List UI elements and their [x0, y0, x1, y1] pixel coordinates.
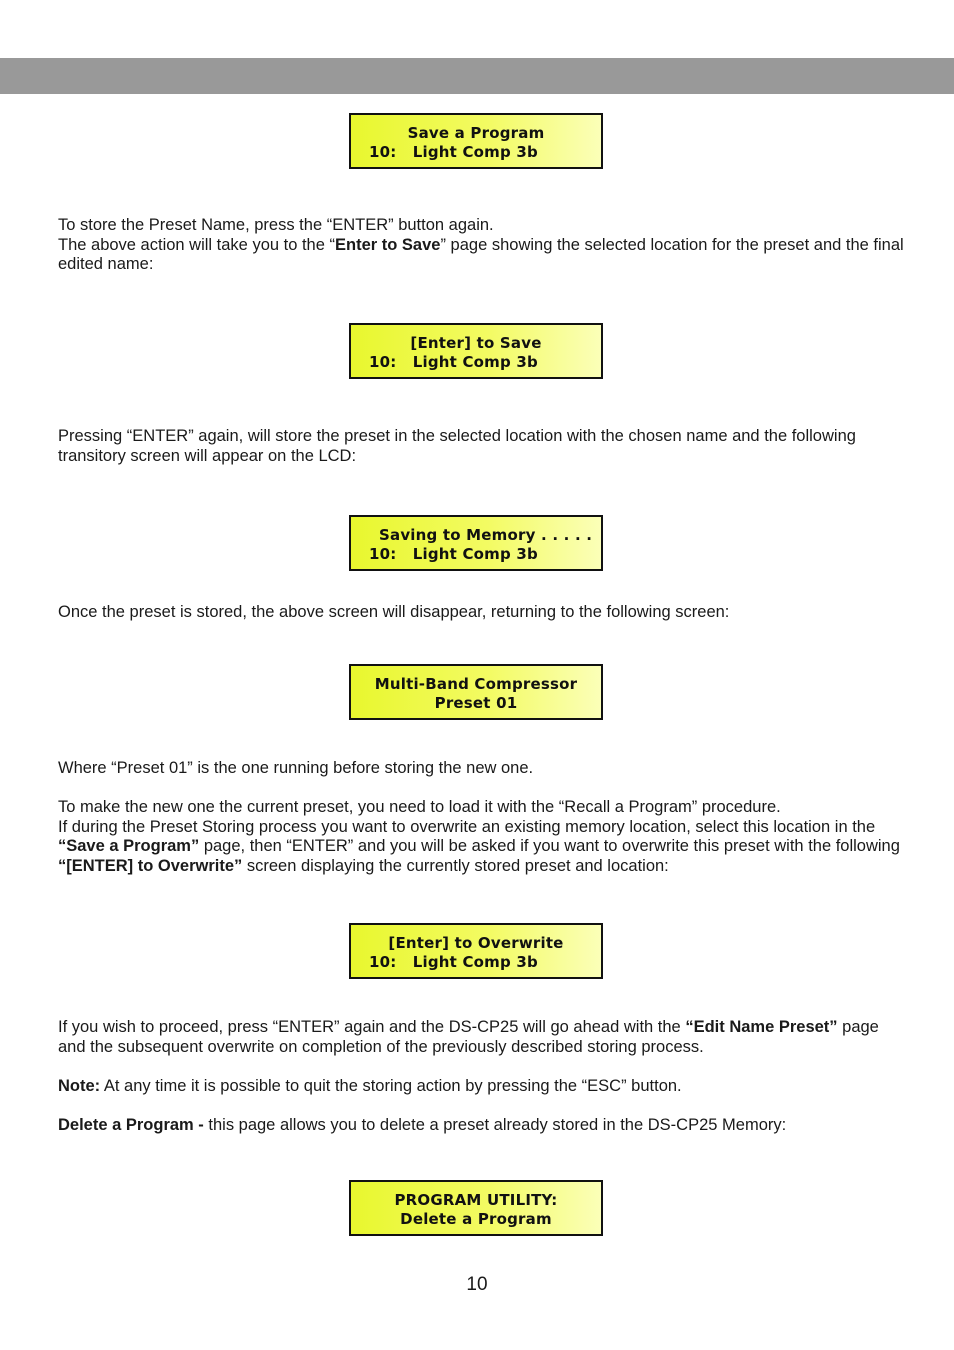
lcd-line-1: Multi-Band Compressor	[374, 675, 578, 693]
paragraph-where-preset-01: Where “Preset 01” is the one running before storing the new one.	[58, 759, 534, 777]
lcd-line-1: [Enter] to Save	[410, 334, 542, 352]
lcd-screen-program-utility	[349, 1180, 603, 1236]
bold-note: Note:	[58, 1077, 101, 1095]
bold-edit-name-preset: “Edit Name Preset”	[685, 1018, 838, 1036]
lcd-line-2: 10: Light Comp 3b	[369, 353, 538, 371]
bold-enter-to-overwrite: “[ENTER] to Overwrite”	[58, 856, 243, 875]
bold-delete-a-program: Delete a Program -	[58, 1116, 204, 1134]
lcd-screen-enter-to-overwrite	[349, 923, 603, 979]
lcd-screen-save-a-program	[349, 113, 603, 169]
lcd-screen-saving-to-memory	[349, 515, 603, 571]
paragraph-store-preset-name: To store the Preset Name, press the “ENTER” button again. The above action will take you to the “Enter to Save” page showing the selected location for the preset and the final edited name:	[58, 216, 904, 273]
paragraph-overwrite-instructions: To make the new one the current preset, you need to load it with the “Recall a Program” procedure. If during the Preset Storing process you want to overwrite an existing memory location, select this location in the “Save a Program” page, then “ENTER” and you will be asked if you want to overwrite this preset with the following “[ENTER] to Overwrite” screen displaying the currently stored preset and location:	[58, 798, 900, 875]
paragraph-delete-a-program: Delete a Program - this page allows you to delete a preset already stored in the DS-CP25 Memory:	[58, 1116, 787, 1134]
lcd-line-1: [Enter] to Overwrite	[388, 934, 564, 952]
lcd-screen-multi-band-compressor	[349, 664, 603, 720]
paragraph-proceed: If you wish to proceed, press “ENTER” again and the DS-CP25 will go ahead with the “Edit Name Preset” page and the subsequent overwrite on completion of the previously described storing process.	[58, 1018, 879, 1056]
bold-save-a-program: “Save a Program”	[58, 837, 200, 855]
lcd-line-2: Delete a Program	[400, 1210, 552, 1228]
lcd-line-1: Saving to Memory . . . . .	[379, 526, 593, 544]
lcd-line-2: 10: Light Comp 3b	[369, 545, 538, 563]
lcd-line-1: PROGRAM UTILITY:	[394, 1191, 558, 1209]
paragraph-note: Note: At any time it is possible to quit the storing action by pressing the “ESC” button.	[58, 1077, 682, 1095]
paragraph-preset-stored: Once the preset is stored, the above screen will disappear, returning to the following screen:	[58, 603, 730, 621]
lcd-line-2: 10: Light Comp 3b	[369, 143, 538, 161]
lcd-screen-enter-to-save	[349, 323, 603, 379]
paragraph-pressing-enter: Pressing “ENTER” again, will store the preset in the selected location with the chosen name and the following transitory screen will appear on the LCD:	[58, 427, 856, 465]
header-bar	[0, 58, 954, 94]
page-number: 10	[466, 1274, 488, 1295]
lcd-line-2: 10: Light Comp 3b	[369, 953, 538, 971]
lcd-line-1: Save a Program	[407, 124, 545, 142]
lcd-line-2: Preset 01	[434, 694, 518, 712]
bold-enter-to-save: Enter to Save	[335, 235, 441, 254]
